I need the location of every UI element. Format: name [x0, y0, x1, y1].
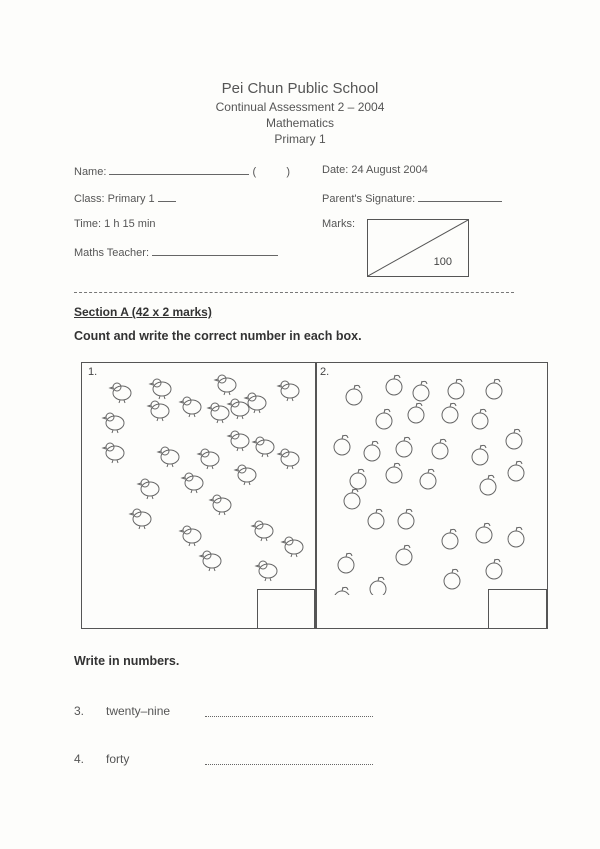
- chick-icon: [148, 401, 169, 421]
- chick-icon: [245, 393, 266, 413]
- apple-icon: [370, 577, 386, 595]
- chick-icon: [210, 495, 231, 515]
- marks-total: 100: [433, 256, 452, 268]
- question-2-box: [315, 362, 548, 629]
- question-4-number: 4.: [74, 752, 85, 766]
- question-2-number: 2.: [320, 366, 330, 378]
- class-label: Class: Primary 1: [74, 193, 155, 205]
- apple-icon: [432, 439, 448, 459]
- apple-icon: [368, 509, 384, 529]
- question-3-answer-line[interactable]: [205, 716, 373, 717]
- parent-signature-label: Parent's Signature:: [322, 193, 416, 205]
- section-instruction: Count and write the correct number in each box.: [74, 329, 362, 343]
- chick-icon: [158, 447, 179, 467]
- teacher-label: Maths Teacher:: [74, 247, 150, 259]
- chick-icon: [182, 473, 203, 493]
- chick-drawing: [82, 371, 314, 595]
- chick-icon: [180, 397, 201, 417]
- parent-signature-field[interactable]: [322, 191, 502, 205]
- chick-icon: [150, 379, 171, 399]
- apple-icon: [508, 461, 524, 481]
- chick-icon: [235, 465, 256, 485]
- apple-icon: [346, 385, 362, 405]
- chick-icon: [110, 383, 131, 403]
- apple-icon: [420, 469, 436, 489]
- class-field[interactable]: [74, 191, 176, 205]
- chick-icon: [138, 479, 159, 499]
- apple-icon: [413, 381, 429, 401]
- apple-icon: [338, 553, 354, 573]
- marks-box[interactable]: [367, 219, 469, 277]
- chick-icon: [256, 561, 277, 581]
- apple-icon: [386, 463, 402, 483]
- school-name: Pei Chun Public School: [221, 80, 379, 97]
- chick-icon: [198, 449, 219, 469]
- apple-icon: [364, 441, 380, 461]
- apple-icon: [472, 409, 488, 429]
- apple-picture: [316, 371, 545, 595]
- chick-icon: [228, 399, 249, 419]
- question-3-number: 3.: [74, 704, 85, 718]
- apple-icon: [344, 489, 360, 509]
- question-1-number: 1.: [88, 366, 98, 378]
- question-2-answer-box[interactable]: [488, 589, 547, 629]
- apple-icon: [408, 403, 424, 423]
- chick-icon: [200, 551, 221, 571]
- chick-icon: [278, 449, 299, 469]
- apple-icon: [396, 545, 412, 565]
- apple-icon: [334, 587, 350, 595]
- teacher-field[interactable]: [74, 245, 278, 259]
- chick-icon: [282, 537, 303, 557]
- name-field[interactable]: Name: ( ): [74, 166, 290, 178]
- chick-icon: [228, 431, 249, 451]
- subject-title: Mathematics: [265, 116, 335, 130]
- chick-icon: [130, 509, 151, 529]
- apple-icon: [444, 569, 460, 589]
- apple-icon: [472, 445, 488, 465]
- question-1-box: [81, 362, 317, 629]
- section-title: Section A (42 x 2 marks): [74, 305, 212, 319]
- apple-icon: [486, 559, 502, 579]
- assessment-title: Continual Assessment 2 – 2004: [215, 100, 385, 114]
- apple-icon: [448, 379, 464, 399]
- marks-label: Marks:: [322, 218, 355, 230]
- marks-diagonal: [368, 220, 468, 276]
- name-label: Name:: [74, 166, 107, 178]
- apple-icon: [396, 437, 412, 457]
- chick-icon: [180, 526, 201, 546]
- apple-icon: [386, 375, 402, 395]
- apple-icon: [334, 435, 350, 455]
- chick-icon: [103, 443, 124, 463]
- write-numbers-instruction: Write in numbers.: [74, 654, 180, 668]
- apple-icon: [350, 469, 366, 489]
- date-text: Date: 24 August 2004: [322, 164, 428, 176]
- apple-icon: [508, 527, 524, 547]
- chick-icon: [253, 437, 274, 457]
- apple-drawing: [316, 371, 545, 595]
- apple-icon: [480, 475, 496, 495]
- chick-picture: [82, 371, 314, 595]
- apple-icon: [442, 403, 458, 423]
- apple-icon: [486, 379, 502, 399]
- divider: [74, 292, 514, 293]
- apple-icon: [476, 523, 492, 543]
- time-text: Time: 1 h 15 min: [74, 218, 156, 230]
- question-3-text: twenty–nine: [106, 704, 171, 718]
- level-title: Primary 1: [274, 132, 326, 146]
- question-4-answer-line[interactable]: [205, 764, 373, 765]
- chick-icon: [252, 521, 273, 541]
- question-4-text: forty: [106, 752, 130, 766]
- apple-icon: [506, 429, 522, 449]
- question-1-answer-box[interactable]: [257, 589, 315, 629]
- chick-icon: [278, 381, 299, 401]
- chick-icon: [103, 413, 124, 433]
- apple-icon: [398, 509, 414, 529]
- apple-icon: [376, 409, 392, 429]
- chick-icon: [208, 403, 229, 423]
- chick-icon: [215, 375, 236, 395]
- apple-icon: [442, 529, 458, 549]
